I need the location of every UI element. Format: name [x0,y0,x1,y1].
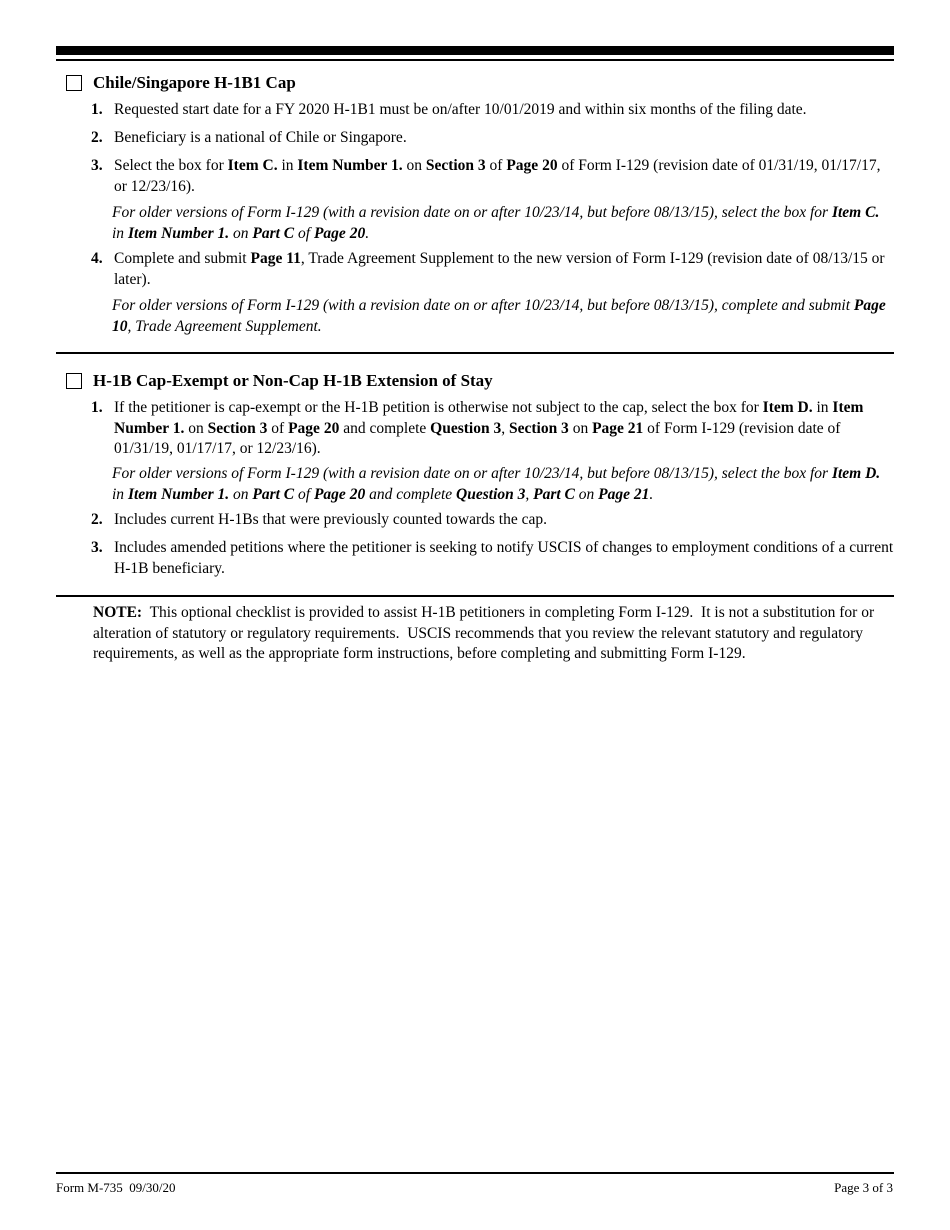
list-item: 4. Complete and submit Page 11, Trade Agreement Supplement to the new version of Form I-129 (revision date of 08/13/15 or later). [91,250,885,288]
footer-rule [56,1172,894,1174]
note-label: NOTE: [93,604,143,621]
list-item: 2. Includes current H-1Bs that were previously counted towards the cap. [91,511,548,528]
older-version-note: For older versions of Form I-129 (with a revision date on or after 10/23/14, but before 08/13/15), complete and submit Page 10, Trade Agreement Supplement. [112,297,886,335]
list-item: 3. Includes amended petitions where the petitioner is seeking to notify USCIS of changes to employment conditions of a current H-1B beneficiary. [91,539,894,577]
list-item: 3. Select the box for Item C. in Item Number 1. on Section 3 of Page 20 of Form I-129 (revision date of 01/31/19, 01/17/17, or 12/23/16). [91,157,881,195]
list-item: 1. Requested start date for a FY 2020 H-1B1 must be on/after 10/01/2019 and within six months of the filing date. [91,101,807,118]
older-version-note: For older versions of Form I-129 (with a revision date on or after 10/23/14, but before 08/13/15), select the box for Item C. in Item Number 1. on Part C of Page 20. [112,204,880,242]
section-title-text: H-1B Cap-Exempt or Non-Cap H-1B Extension of Stay [93,371,493,390]
checklist-note [93,603,893,665]
section-chile-singapore-title [66,73,296,93]
note-text: This optional checklist is provided to assist H-1B petitioners in completing Form I-129. It is not a substitution for or alteration of statutory or regulatory requirements. USCIS recommends that you review the relevant statutory and regulatory requirements, as well as the appropriate form instructions, before completing and submitting Form I-129. [93,604,878,662]
list-item: 1. If the petitioner is cap-exempt or the H-1B petition is otherwise not subject to the cap, select the box for Item D. in Item Number 1. on Section 3 of Page 20 and complete Question 3, Section 3 on Page 21 of Form I-129 (revision date of 01/31/19, 01/17/17, or 12/23/16). [91,399,864,457]
list-item: 2. Beneficiary is a national of Chile or Singapore. [91,129,407,146]
section-title-text: Chile/Singapore H-1B1 Cap [93,73,296,92]
chile-singapore-checkbox[interactable] [66,75,82,91]
section-divider [56,595,894,597]
older-version-note: For older versions of Form I-129 (with a revision date on or after 10/23/14, but before 08/13/15), select the box for Item D. in Item Number 1. on Part C of Page 20 and complete Question 3, Part C on Page 21. [112,465,881,503]
header-thick-rule [56,46,894,55]
page-number: Page 3 of 3 [834,1180,893,1195]
header-thin-rule [56,59,894,61]
section-divider [56,352,894,354]
cap-exempt-checkbox[interactable] [66,373,82,389]
form-identifier: Form M-735 09/30/20 [56,1180,176,1195]
section-cap-exempt-title [66,371,493,391]
